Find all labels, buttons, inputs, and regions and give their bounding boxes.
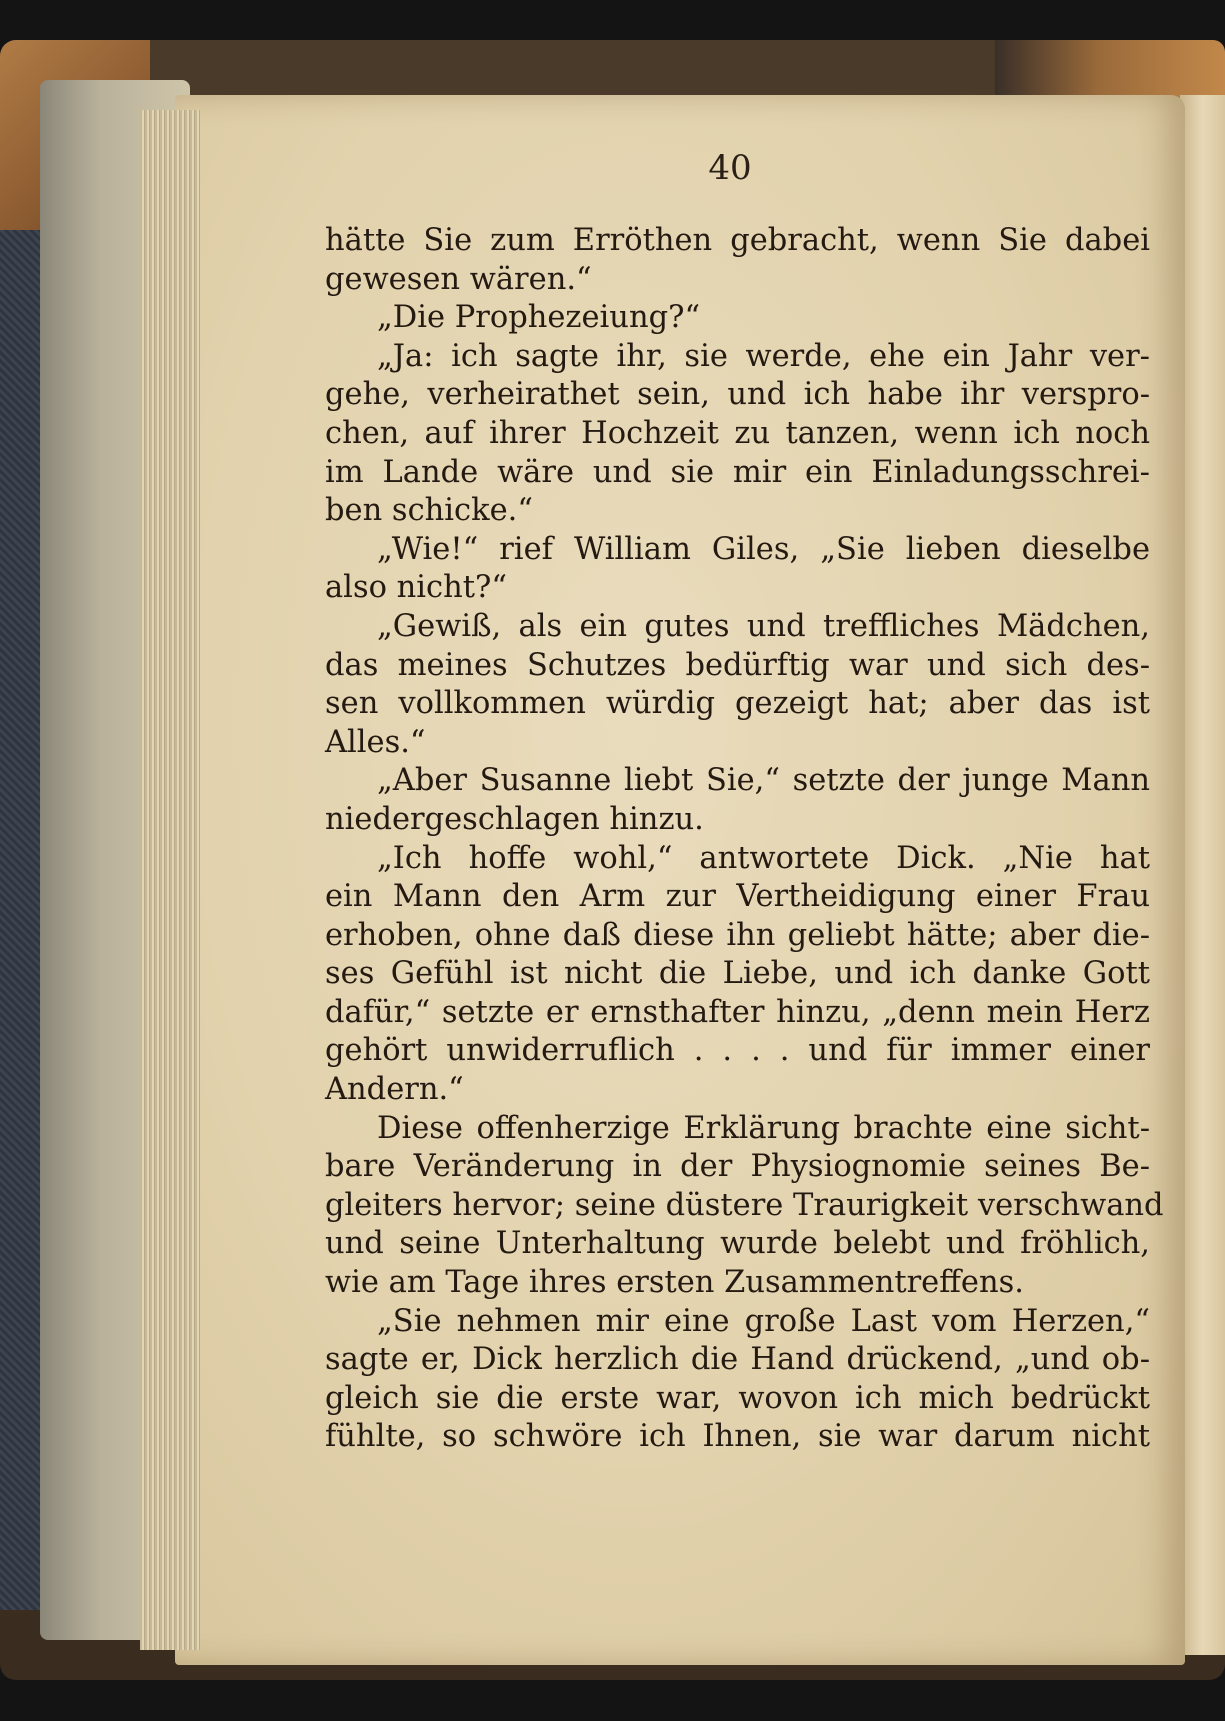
text-line: „Wie!“ rief William Giles, „Sie lieben dieselbe <box>377 531 1150 567</box>
text-line: „Die Prophezeiung?“ <box>377 300 701 336</box>
text-line: gehe, verheirathet sein, und ich habe ihr verspro- <box>325 377 1150 413</box>
text-line: „Ja: ich sagte ihr, sie werde, ehe ein Jahr ver- <box>377 338 1150 374</box>
text-line: also nicht?“ <box>325 570 507 606</box>
text-line: gleich sie die erste war, wovon ich mich bedrückt <box>325 1380 1150 1416</box>
text-line: „Gewiß, als ein gutes und treffliches Mädchen, <box>377 608 1150 644</box>
text-line: chen, auf ihrer Hochzeit zu tanzen, wenn ich noch <box>325 415 1150 451</box>
text-line: „Sie nehmen mir eine große Last vom Herzen,“ <box>377 1303 1150 1339</box>
text-line: dafür,“ setzte er ernsthafter hinzu, „denn mein Herz <box>325 994 1150 1030</box>
text-line: sagte er, Dick herzlich die Hand drückend, „und ob- <box>325 1342 1150 1378</box>
text-line: gehört unwiderruflich . . . . und für immer einer <box>325 1033 1150 1069</box>
text-line: Andern.“ <box>325 1072 464 1108</box>
text-line: wie am Tage ihres ersten Zusammentreffens. <box>325 1265 1024 1301</box>
text-line: gewesen wären.“ <box>325 261 592 297</box>
text-line: niedergeschlagen hinzu. <box>325 801 704 837</box>
text-line: „Aber Susanne liebt Sie,“ setzte der junge Mann <box>377 763 1150 799</box>
page-edges <box>140 110 200 1650</box>
text-line: sen vollkommen würdig gezeigt hat; aber das ist <box>325 686 1150 722</box>
text-line: erhoben, ohne daß diese ihn geliebt hätte; aber die- <box>325 917 1150 953</box>
text-line: „Ich hoffe wohl,“ antwortete Dick. „Nie hat <box>377 840 1150 876</box>
facing-page-edge <box>1180 95 1225 1655</box>
page-number: 40 <box>708 148 752 188</box>
text-line: hätte Sie zum Erröthen gebracht, wenn Sie dabei <box>325 223 1150 258</box>
text-line: ein Mann den Arm zur Vertheidigung einer Frau <box>325 879 1150 915</box>
page-text <box>325 222 1164 1457</box>
text-line: und seine Unterhaltung wurde belebt und fröhlich, <box>325 1226 1150 1262</box>
cover-corner-right <box>995 40 1225 100</box>
text-line: Diese offenherzige Erklärung brachte eine sicht- <box>377 1110 1150 1146</box>
text-line: das meines Schutzes bedürftig war und sich des- <box>325 647 1150 683</box>
text-line: ses Gefühl ist nicht die Liebe, und ich danke Gott <box>325 956 1150 992</box>
text-line: fühlte, so schwöre ich Ihnen, sie war darum nicht <box>325 1419 1150 1455</box>
text-line: ben schicke.“ <box>325 493 533 529</box>
text-line: im Lande wäre und sie mir ein Einladungsschrei- <box>325 454 1150 490</box>
text-line: gleiters hervor; seine düstere Traurigkeit verschwand <box>325 1187 1164 1223</box>
text-line: bare Veränderung in der Physiognomie seines Be- <box>325 1149 1150 1185</box>
text-line: Alles.“ <box>325 724 426 760</box>
